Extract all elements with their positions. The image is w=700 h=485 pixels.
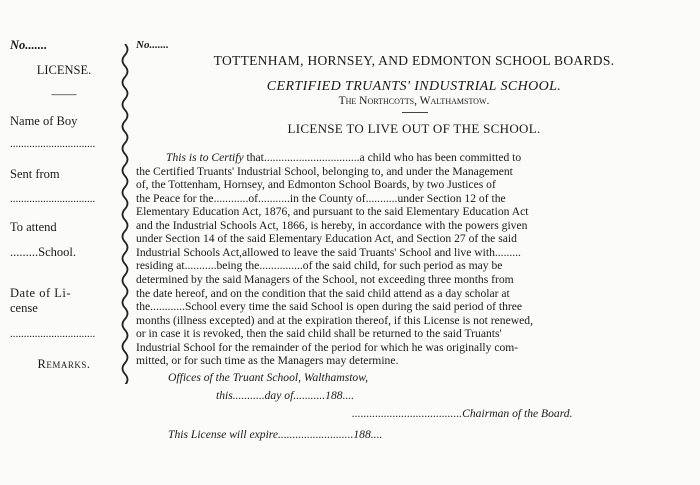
license-text-line: under Section 14 of the said Elementary Education Act, and Section 27 of the said: [136, 232, 517, 246]
license-text-line: residing at...........being the...............of the said child, for such period as may be: [136, 259, 503, 273]
license-text-line: and the Industrial Schools Act, 1866, is hereby, in accordance with the powers given: [136, 218, 528, 232]
license-text-line: the............School every time the said School is open during the said period of three: [136, 300, 523, 314]
stub-dots-sent: ...............................: [10, 193, 96, 205]
stub-to-attend: To attend: [10, 220, 57, 234]
license-text-line: This is to Certify that.................................a child who has been committed to: [166, 151, 522, 164]
license-text-line: the Peace for the............of...........in the County of...........under Section 12 of the: [136, 191, 506, 205]
license-text-line: the date hereof, and on the condition that the said child attend as a day scholar at: [136, 286, 510, 300]
license-text-line: months (illness excepted) and at the expiration thereof, if this License is not renewed,: [136, 313, 533, 327]
expiry-line: This License will expire..........................188....: [168, 428, 383, 441]
stub-sent-from: Sent from: [10, 167, 60, 181]
date-line: this...........day of...........188....: [216, 389, 355, 402]
license-text-line: Industrial Schools Act,allowed to leave the said Truants' School and live with.........: [136, 245, 521, 259]
stub-dots-name: ...............................: [10, 138, 96, 150]
stub-license-heading: LICENSE.: [36, 63, 92, 77]
license-text-line: the Certified Truants' Industrial School, belonging to, and under the Management: [136, 164, 513, 178]
stub-remarks: Remarks.: [37, 357, 91, 371]
stub-name-of-boy: Name of Boy: [10, 114, 78, 128]
stub-date-of-license: Date of Li-: [10, 286, 72, 300]
license-text-line: Elementary Education Act, 1876, and pursuant to the said Elementary Education Act: [136, 205, 529, 219]
perforation-wave: [116, 44, 134, 384]
certificate-number: No.......: [136, 39, 169, 51]
chairman-signature-line: ......................................Chairman of the Board.: [352, 407, 573, 420]
stub-dash: ——: [51, 87, 77, 101]
stub-number: No.......: [10, 38, 48, 52]
license-text-line: Industrial School for the remainder of the period for which he was originally com-: [136, 340, 519, 354]
license-title: LICENSE TO LIVE OUT OF THE SCHOOL.: [287, 121, 541, 136]
license-text-line: or in case it is revoked, then the said child shall be returned to the said Truants': [136, 327, 502, 341]
school-address: The Northcotts, Walthamstow.: [338, 95, 490, 107]
license-text-line: mitted, or for such time as the Managers may determine.: [136, 354, 399, 368]
stub-dots-date: ...............................: [10, 328, 96, 340]
stub-license-cont: cense: [10, 301, 38, 315]
license-text-line: determined by the said Managers of the School, not exceeding three months from: [136, 272, 514, 286]
school-name-heading: CERTIFIED TRUANTS' INDUSTRIAL SCHOOL.: [266, 79, 562, 94]
divider-rule: [402, 112, 428, 113]
school-boards-heading: TOTTENHAM, HORNSEY, AND EDMONTON SCHOOL BOARDS.: [213, 53, 615, 68]
stub-school: .........School.: [10, 245, 76, 259]
license-text-line: of, the Tottenham, Hornsey, and Edmonton School Boards, by two Justices of: [136, 178, 496, 192]
offices-line: Offices of the Truant School, Walthamstow,: [168, 371, 368, 384]
